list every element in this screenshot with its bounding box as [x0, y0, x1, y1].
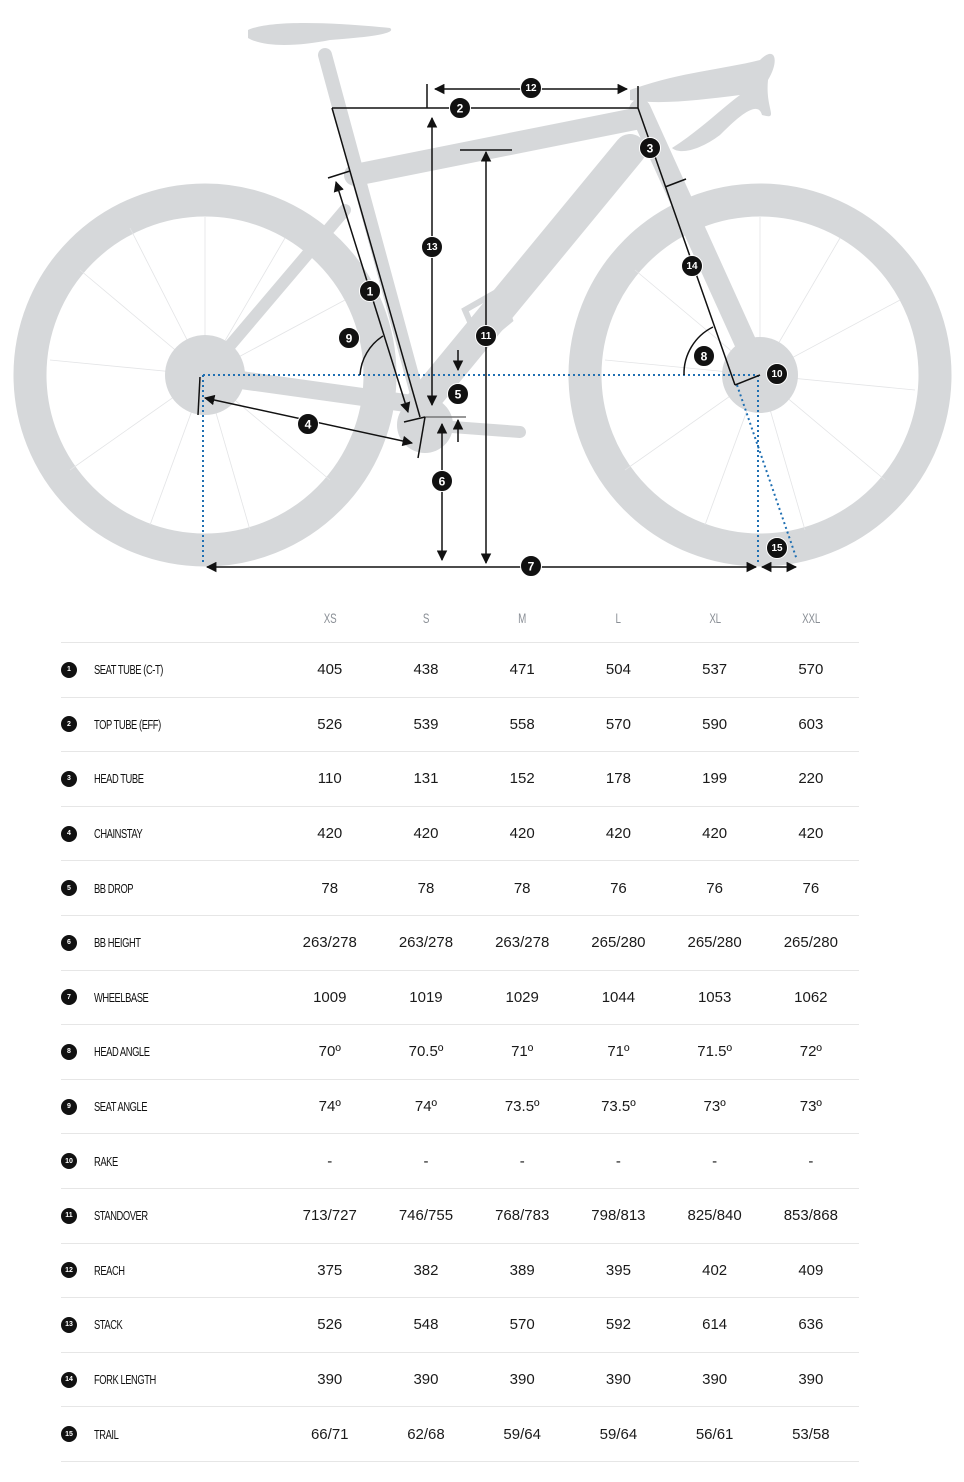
svg-text:8: 8: [700, 349, 708, 364]
measurement-badge-5: [448, 384, 469, 405]
row-label-cell: [61, 1298, 282, 1352]
row-number-badge: 5: [61, 880, 77, 896]
table-row: [61, 1298, 859, 1353]
value-cell-m: 1029: [505, 988, 539, 1006]
measurement-badge-2: [450, 98, 471, 119]
value-cell-l: 59/64: [599, 1425, 638, 1443]
bike-silhouette: [30, 23, 935, 550]
value-cell-xxl: 390: [798, 1371, 824, 1389]
value-cell-s: 382: [413, 1261, 439, 1279]
value-cell-xl: 73º: [703, 1098, 726, 1116]
value-cell-xs: 74º: [318, 1098, 341, 1116]
value-cell-m: 78: [513, 879, 531, 897]
value-cell-xxl: 853/868: [783, 1207, 838, 1225]
measurement-badge-7: [521, 556, 542, 577]
measurement-badge-11: [476, 326, 497, 347]
value-cell-xl: 1053: [697, 988, 732, 1006]
row-number-badge: 9: [61, 1099, 77, 1115]
value-cell-l: 265/280: [591, 934, 646, 952]
row-number-badge: 14: [61, 1372, 77, 1388]
row-label-cell: [61, 698, 282, 752]
row-label-cell: [61, 971, 282, 1025]
value-cell-l: 504: [605, 661, 631, 679]
value-cell-xl: 76: [706, 879, 723, 897]
value-cell-m: 59/64: [503, 1425, 541, 1443]
value-cell-xs: 526: [317, 715, 343, 733]
value-cell-xxl: 53/58: [792, 1425, 830, 1443]
measurement-badge-1: [360, 281, 381, 302]
value-cell-xxl: 76: [802, 879, 820, 897]
measurement-badge-12: [521, 78, 542, 99]
svg-text:10: 10: [771, 369, 783, 380]
value-cell-xl: 537: [702, 661, 728, 679]
value-cell-s: 263/278: [398, 934, 454, 952]
value-cell-xxl: -: [808, 1152, 814, 1170]
row-label: FORK LENGTH: [94, 1372, 156, 1388]
geometry-diagram: [0, 0, 964, 590]
row-number-badge: 7: [61, 989, 77, 1005]
value-cell-xxl: 265/280: [783, 934, 838, 952]
row-label-cell: [61, 1134, 282, 1188]
measurement-badge-8: [694, 346, 715, 367]
table-row: [61, 1407, 859, 1462]
value-cell-xs: -: [327, 1152, 333, 1170]
value-cell-l: 420: [605, 825, 631, 843]
size-header-xs: XS: [323, 610, 337, 626]
value-cell-l: 592: [605, 1316, 631, 1334]
value-cell-m: 73.5º: [504, 1098, 540, 1116]
svg-text:13: 13: [426, 242, 438, 253]
value-cell-l: 1044: [601, 988, 636, 1006]
value-cell-l: 178: [605, 770, 631, 788]
value-cell-xxl: 636: [798, 1316, 824, 1334]
value-cell-m: 570: [509, 1316, 535, 1334]
svg-text:14: 14: [686, 261, 698, 272]
value-cell-l: 395: [605, 1261, 631, 1279]
table-row: [61, 916, 859, 971]
table-row: [61, 752, 859, 807]
value-cell-xs: 110: [317, 770, 342, 788]
value-cell-m: 390: [509, 1371, 535, 1389]
size-header-s: S: [422, 610, 430, 626]
svg-text:15: 15: [771, 543, 783, 554]
row-number-badge: 10: [61, 1153, 77, 1169]
value-cell-l: 570: [605, 715, 631, 733]
row-number-badge: 2: [61, 716, 77, 732]
measurement-badge-6: [432, 471, 453, 492]
geometry-table: [61, 594, 859, 1462]
value-cell-s: 548: [413, 1316, 439, 1334]
row-label: BB HEIGHT: [94, 935, 141, 951]
value-cell-xl: 265/280: [687, 934, 742, 952]
value-cell-xs: 1009: [313, 988, 347, 1006]
measurement-badge-13: [422, 237, 443, 258]
row-label: BB DROP: [94, 880, 134, 896]
value-cell-s: 438: [413, 661, 439, 679]
measurement-badge-4: [298, 414, 319, 435]
value-cell-m: 558: [509, 715, 535, 733]
row-number-badge: 13: [61, 1317, 77, 1333]
row-label-cell: [61, 1244, 282, 1298]
value-cell-xs: 526: [317, 1316, 343, 1334]
svg-text:6: 6: [438, 474, 446, 489]
value-cell-s: 131: [413, 770, 439, 788]
row-number-badge: 8: [61, 1044, 77, 1060]
measurement-badge-3: [640, 138, 661, 159]
table-body: [61, 643, 859, 1462]
svg-text:7: 7: [527, 559, 535, 574]
value-cell-xl: 825/840: [687, 1207, 742, 1225]
row-label-cell: [61, 1407, 282, 1461]
value-cell-l: -: [615, 1152, 621, 1170]
header-spacer: [61, 594, 282, 642]
row-label: WHEELBASE: [94, 989, 149, 1005]
table-header-row: [61, 594, 859, 643]
measurement-badge-14: [682, 256, 703, 277]
table-row: [61, 861, 859, 916]
row-label: SEAT TUBE (C-T): [94, 662, 163, 678]
size-header-xxl: XXL: [801, 610, 820, 626]
value-cell-s: 390: [413, 1371, 439, 1389]
value-cell-xl: 56/61: [695, 1425, 734, 1443]
value-cell-xs: 78: [321, 879, 339, 897]
value-cell-s: 74º: [414, 1098, 438, 1116]
value-cell-xl: 390: [702, 1371, 728, 1389]
value-cell-m: 71º: [511, 1043, 534, 1061]
value-cell-s: 420: [413, 825, 439, 843]
size-header-xl: XL: [708, 610, 721, 626]
row-label: TOP TUBE (EFF): [94, 716, 161, 732]
value-cell-xl: 590: [702, 715, 728, 733]
value-cell-xxl: 73º: [799, 1098, 822, 1116]
value-cell-xs: 405: [317, 661, 343, 679]
table-row: [61, 1353, 859, 1408]
svg-text:4: 4: [304, 417, 312, 432]
value-cell-m: 263/278: [495, 934, 550, 952]
value-cell-m: 389: [509, 1261, 535, 1279]
value-cell-xs: 713/727: [302, 1207, 357, 1225]
value-cell-l: 71º: [607, 1043, 630, 1061]
value-cell-l: 798/813: [591, 1207, 646, 1225]
row-number-badge: 11: [61, 1208, 77, 1224]
value-cell-l: 73.5º: [601, 1098, 636, 1116]
value-cell-xxl: 409: [798, 1261, 824, 1279]
row-label-cell: [61, 861, 282, 915]
svg-text:1: 1: [366, 284, 374, 299]
table-row: [61, 1080, 859, 1135]
value-cell-xl: 71.5º: [697, 1043, 732, 1061]
row-label: STANDOVER: [94, 1208, 148, 1224]
row-label-cell: [61, 807, 282, 861]
size-header-m: M: [518, 610, 527, 626]
value-cell-s: 62/68: [407, 1425, 445, 1443]
value-cell-s: 70.5º: [408, 1043, 444, 1061]
value-cell-xs: 70º: [318, 1043, 341, 1061]
row-label-cell: [61, 752, 282, 806]
value-cell-s: 539: [413, 715, 439, 733]
value-cell-xxl: 420: [798, 825, 824, 843]
row-label-cell: [61, 1025, 282, 1079]
value-cell-xl: 199: [702, 770, 728, 788]
row-label-cell: [61, 916, 282, 970]
table-row: [61, 1244, 859, 1299]
value-cell-xxl: 72º: [799, 1043, 822, 1061]
row-number-badge: 6: [61, 935, 77, 951]
value-cell-xl: -: [712, 1152, 718, 1170]
value-cell-xs: 375: [317, 1261, 343, 1279]
value-cell-xl: 402: [702, 1261, 728, 1279]
row-label: TRAIL: [94, 1426, 119, 1442]
svg-text:11: 11: [480, 331, 492, 342]
row-number-badge: 12: [61, 1262, 77, 1278]
value-cell-m: 420: [509, 825, 535, 843]
size-header-l: L: [615, 610, 622, 626]
row-label-cell: [61, 1080, 282, 1134]
measurement-badge-10: [767, 364, 788, 385]
value-cell-xs: 390: [317, 1371, 343, 1389]
value-cell-xxl: 220: [798, 770, 824, 788]
table-row: [61, 643, 859, 698]
value-cell-s: 78: [417, 879, 435, 897]
table-row: [61, 971, 859, 1026]
value-cell-xl: 420: [702, 825, 728, 843]
value-cell-l: 76: [610, 879, 627, 897]
value-cell-m: 768/783: [495, 1207, 550, 1225]
value-cell-s: 1019: [409, 988, 443, 1006]
row-label: STACK: [94, 1317, 123, 1333]
svg-text:9: 9: [345, 331, 353, 346]
value-cell-xs: 420: [317, 825, 343, 843]
row-label: HEAD TUBE: [94, 771, 144, 787]
svg-text:3: 3: [646, 141, 654, 156]
row-label: RAKE: [94, 1153, 118, 1169]
value-cell-xs: 263/278: [302, 934, 357, 952]
svg-text:2: 2: [456, 101, 464, 116]
value-cell-m: 152: [509, 770, 535, 788]
row-label-cell: [61, 643, 282, 697]
value-cell-xxl: 570: [798, 661, 824, 679]
value-cell-s: 746/755: [398, 1207, 454, 1225]
table-row: [61, 1025, 859, 1080]
value-cell-xxl: 603: [798, 715, 824, 733]
value-cell-xxl: 1062: [794, 988, 828, 1006]
value-cell-s: -: [423, 1152, 429, 1170]
row-label: SEAT ANGLE: [94, 1099, 148, 1115]
value-cell-l: 390: [605, 1371, 631, 1389]
row-label: CHAINSTAY: [94, 826, 143, 842]
row-number-badge: 4: [61, 826, 77, 842]
value-cell-m: -: [519, 1152, 525, 1170]
table-row: [61, 1134, 859, 1189]
row-label-cell: [61, 1353, 282, 1407]
svg-text:12: 12: [525, 83, 537, 94]
row-number-badge: 1: [61, 662, 77, 678]
row-number-badge: 15: [61, 1426, 77, 1442]
table-row: [61, 698, 859, 753]
row-number-badge: 3: [61, 771, 77, 787]
value-cell-m: 471: [509, 661, 535, 679]
row-label: REACH: [94, 1262, 125, 1278]
measurement-badge-15: [767, 538, 788, 559]
table-row: [61, 1189, 859, 1244]
row-label: HEAD ANGLE: [94, 1044, 150, 1060]
row-label-cell: [61, 1189, 282, 1243]
measurement-badge-9: [339, 328, 360, 349]
value-cell-xl: 614: [702, 1316, 728, 1334]
table-row: [61, 807, 859, 862]
svg-text:5: 5: [454, 387, 462, 402]
value-cell-xs: 66/71: [310, 1425, 349, 1443]
